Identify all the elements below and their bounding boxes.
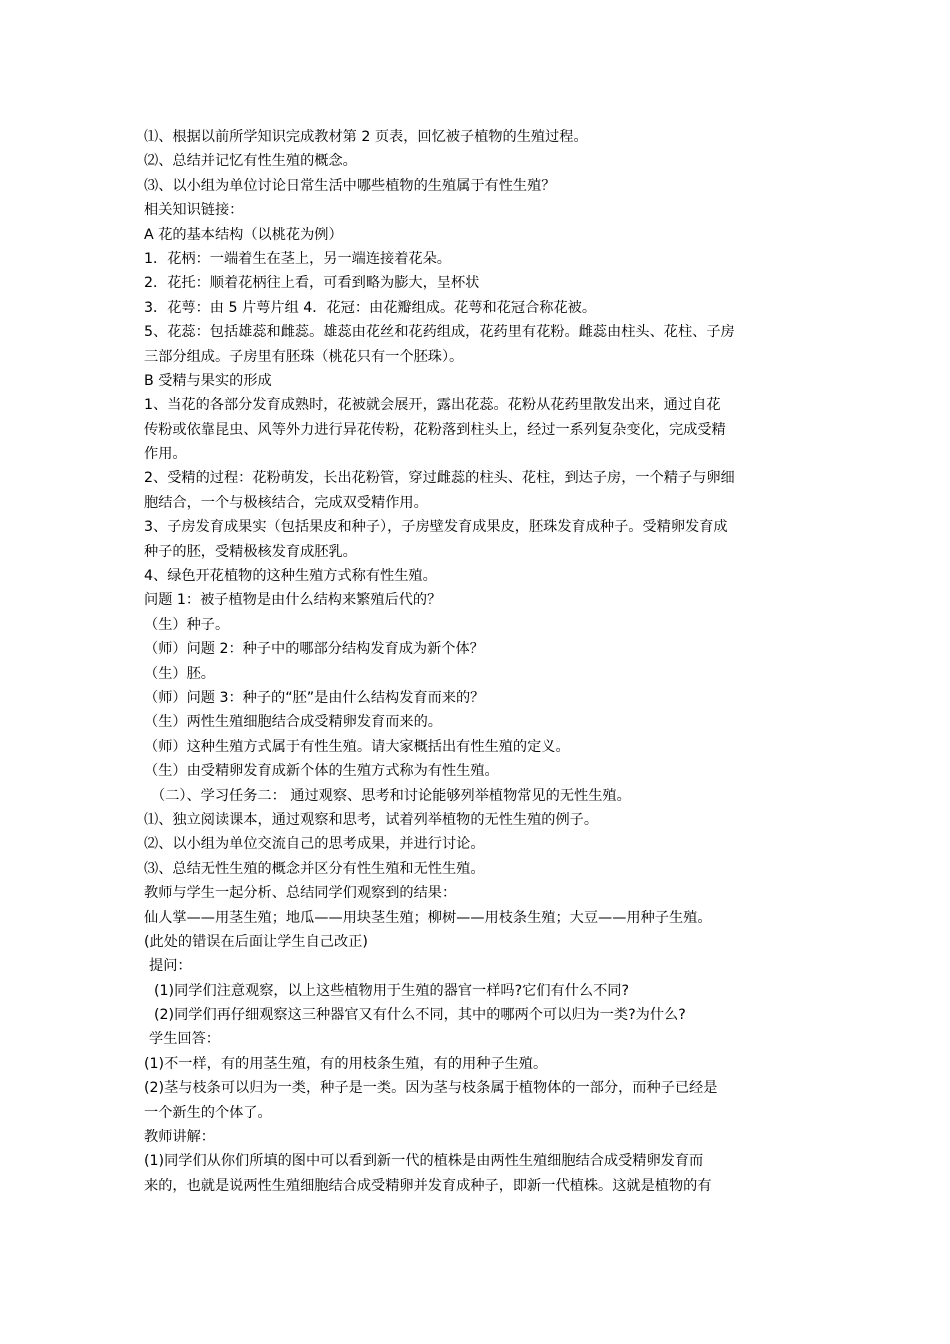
- text-line: ⑶、总结无性生殖的概念并区分有性生殖和无性生殖。: [144, 860, 485, 877]
- dialogue-line: （师）问题 2：种子中的哪部分结构发育成为新个体？: [144, 641, 484, 658]
- text-line: ⑵、总结并记忆有性生殖的概念。: [144, 153, 357, 170]
- text-line: 作用。: [144, 446, 187, 463]
- document-body: [144, 125, 812, 1198]
- dialogue-line: （师）这种生殖方式属于有性生殖。请大家概括出有性生殖的定义。: [144, 738, 570, 755]
- text-line: 3．花萼：由 5 片萼片组 4．花冠：由花瓣组成。花萼和花冠合称花被。: [144, 299, 597, 316]
- text-line: ⑵、以小组为单位交流自己的思考成果，并进行讨论。: [144, 836, 485, 853]
- text-line: 三部分组成。子房里有胚珠（桃花只有一个胚珠）。: [144, 348, 464, 365]
- section-heading: A 花的基本结构（以桃花为例）: [144, 226, 343, 243]
- text-line: ⑴、根据以前所学知识完成教材第 2 页表，回忆被子植物的生殖过程。: [144, 129, 588, 145]
- section-heading: （二）、学习任务二： 通过观察、思考和讨论能够列举植物常见的无性生殖。: [151, 787, 631, 804]
- text-line: ⑶、以小组为单位讨论日常生活中哪些植物的生殖属于有性生殖？: [144, 177, 556, 194]
- text-line: (此处的错误在后面让学生自己改正): [144, 933, 368, 950]
- dialogue-line: （生）胚。: [144, 665, 215, 682]
- text-line: 学生回答：: [149, 1031, 220, 1048]
- text-line: 提问：: [149, 958, 192, 975]
- text-line: 胞结合，一个与极核结合，完成双受精作用。: [144, 494, 428, 511]
- text-line: 一个新生的个体了。: [144, 1104, 272, 1121]
- text-line: 5、花蕊：包括雄蕊和雌蕊。雄蕊由花丝和花药组成，花药里有花粉。雌蕊由柱头、花柱、子房: [144, 324, 735, 341]
- text-line: 仙人掌——用茎生殖；地瓜——用块茎生殖；柳树——用枝条生殖；大豆——用种子生殖。: [144, 909, 712, 926]
- text-line: (2)茎与枝条可以归为一类，种子是一类。因为茎与枝条属于植物体的一部分，而种子已经是: [144, 1080, 718, 1097]
- dialogue-line: （生）种子。: [144, 616, 230, 633]
- text-line: (1)同学们注意观察，以上这些植物用于生殖的器官一样吗?它们有什么不同?: [154, 982, 629, 999]
- text-line: 2、受精的过程：花粉萌发，长出花粉管，穿过雌蕊的柱头、花柱，到达子房，一个精子与卵细: [144, 470, 735, 487]
- text-line: 3、子房发育成果实（包括果皮和种子），子房壁发育成果皮，胚珠发育成种子。受精卵发育成: [144, 519, 728, 536]
- dialogue-line: （生）两性生殖细胞结合成受精卵发育而来的。: [144, 714, 442, 731]
- text-line: 1、当花的各部分发育成熟时，花被就会展开，露出花蕊。花粉从花药里散发出来，通过自花: [144, 397, 721, 414]
- dialogue-line: （师）问题 3：种子的“胚”是由什么结构发育而来的？: [144, 689, 485, 706]
- text-line: 传粉或依靠昆虫、风等外力进行异花传粉，花粉落到柱头上，经过一系列复杂变化，完成受精: [144, 421, 726, 438]
- text-line: 相关知识链接：: [144, 202, 244, 219]
- text-line: 教师与学生一起分析、总结同学们观察到的结果：: [144, 885, 457, 902]
- text-line: 2．花托：顺着花柄往上看，可看到略为膨大，呈杯状: [144, 275, 480, 292]
- text-line: 来的，也就是说两性生殖细胞结合成受精卵并发育成种子，即新一代植株。这就是植物的有: [144, 1177, 712, 1194]
- text-line: (2)同学们再仔细观察这三种器官又有什么不同，其中的哪两个可以归为一类?为什么?: [154, 1007, 686, 1024]
- text-line: ⑴、独立阅读课本，通过观察和思考，试着列举植物的无性生殖的例子。: [144, 811, 599, 828]
- question-line: 问题 1：被子植物是由什么结构来繁殖后代的？: [144, 592, 442, 609]
- text-line: (1)同学们从你们所填的图中可以看到新一代的植株是由两性生殖细胞结合成受精卵发育而: [144, 1153, 704, 1170]
- text-line: 教师讲解：: [144, 1129, 215, 1146]
- text-line: 1．花柄：一端着生在茎上，另一端连接着花朵。: [144, 250, 451, 267]
- text-line: 4、绿色开花植物的这种生殖方式称有性生殖。: [144, 568, 437, 585]
- dialogue-line: （生）由受精卵发育成新个体的生殖方式称为有性生殖。: [144, 763, 499, 780]
- text-line: 种子的胚，受精极核发育成胚乳。: [144, 543, 357, 560]
- section-heading: B 受精与果实的形成: [144, 372, 272, 389]
- text-line: (1)不一样，有的用茎生殖，有的用枝条生殖，有的用种子生殖。: [144, 1055, 548, 1072]
